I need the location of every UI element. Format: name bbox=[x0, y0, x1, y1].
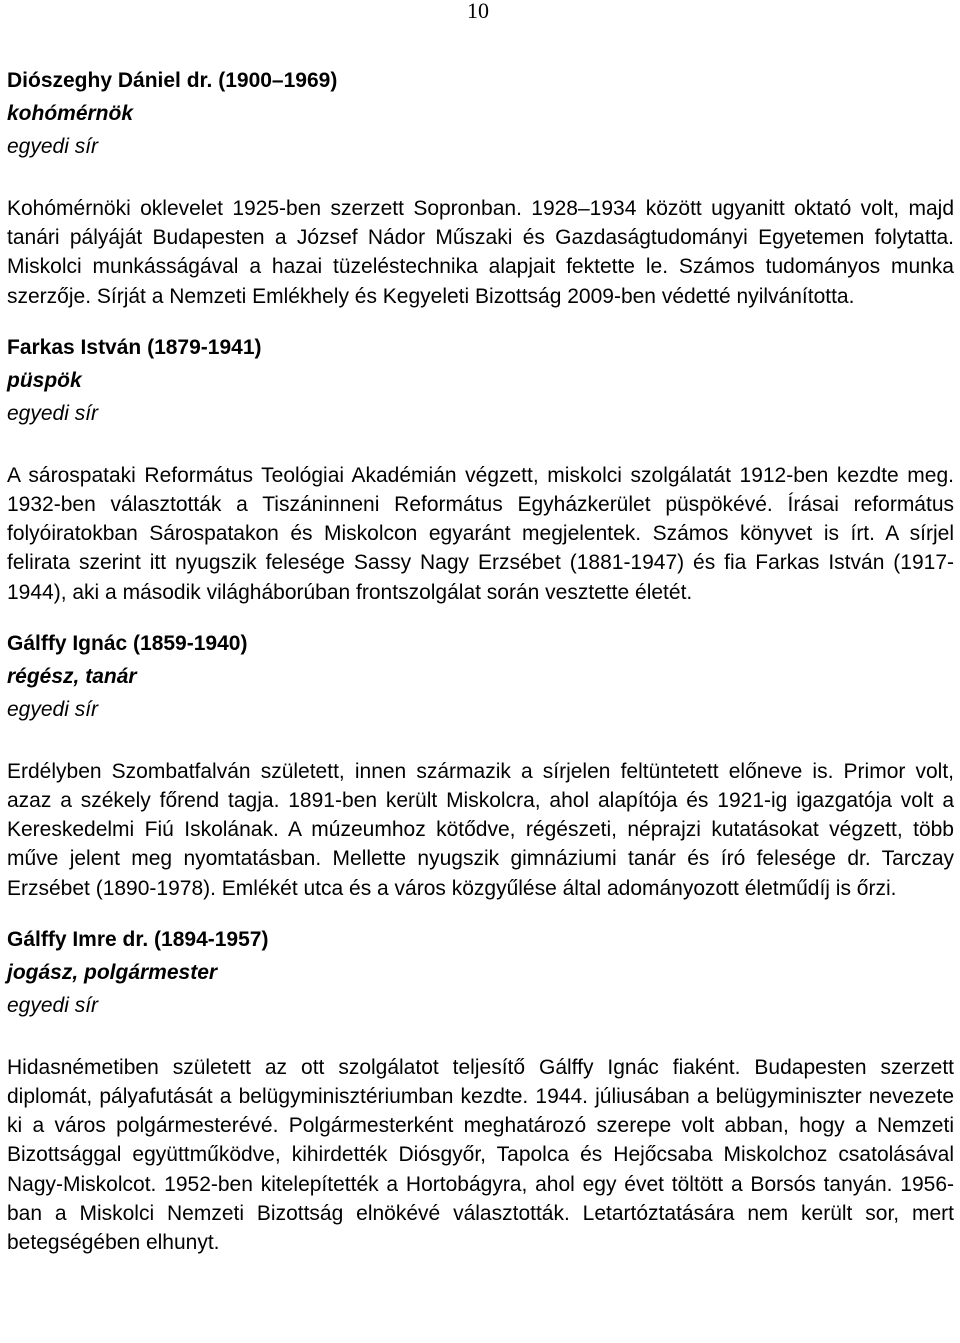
person-biography: Hidasnémetiben született az ott szolgálatot teljesítő Gálffy Ignác fiaként. Budapesten szerzett diplomát, pályafutását a belügyminisztériumban kezdte. 1944. júliusában a belügyminiszter nevezete ki a város polgármesterévé. Polgármesterként meghatározó szerepe volt abban, hogy a Nemzeti Bizottsággal együttműködve, kihirdették Diósgyőr, Tapolca és Hejőcsaba Miskolchoz csatolásával Nagy-Miskolcot. 1952-ben kitelepítették a Hortobágyra, ahol egy évet töltött a Borsós tanyán. 1956-ban a Miskolci Nemzeti Bizottság elnökévé választották. Letartóztatására nem került sor, mert betegségében elhunyt. bbox=[7, 1055, 954, 1255]
grave-type: egyedi sír bbox=[7, 401, 99, 425]
person-profession: jogász, polgármester bbox=[7, 960, 218, 984]
entry-dioszeghy bbox=[7, 64, 954, 311]
entry-galffy-ignac bbox=[7, 627, 954, 903]
entry-farkas bbox=[7, 331, 954, 607]
person-biography: A sárospataki Református Teológiai Akadémián végzett, miskolci szolgálatát 1912-ben kezdte meg. 1932-ben választották a Tiszáninneni Református Egyházkerület püspökévé. Írásai református folyóiratokban Sárospatakon és Miskolcon egyaránt megjelentek. Számos könyvet is írt. A sírjel felirata szerint itt nyugszik felesége Sassy Nagy Erzsébet (1881-1947) és fia Farkas István (1917-1944), aki a második világháborúban frontszolgálat során vesztette életét. bbox=[7, 463, 954, 604]
grave-type: egyedi sír bbox=[7, 697, 99, 721]
person-name: Farkas István (1879-1941) bbox=[7, 335, 262, 359]
entry-header bbox=[7, 923, 954, 1022]
person-biography: Erdélyben Szombatfalván született, innen származik a sírjelen feltüntetett előneve is. Primor volt, azaz a székely főrend tagja. 1891-ben került Miskolcra, ahol alapítója és 1921-ig igazgatója volt a Kereskedelmi Fiú Iskolának. A múzeumhoz kötődve, régészeti, néprajzi kutatásokat végzett, több műve jelent meg nyomtatásban. Mellette nyugszik gimnáziumi tanár és író felesége dr. Tarczay Erzsébet (1890-1978). Emlékét utca és a város közgyűlése által adományozott életműdíj is őrzi. bbox=[7, 759, 954, 900]
page-number: 10 bbox=[467, 0, 489, 23]
grave-type: egyedi sír bbox=[7, 993, 99, 1017]
entry-galffy-imre bbox=[7, 923, 954, 1257]
grave-type: egyedi sír bbox=[7, 135, 99, 158]
person-name: Diószeghy Dániel dr. (1900–1969) bbox=[7, 69, 338, 92]
entry-header bbox=[7, 627, 954, 726]
person-profession: püspök bbox=[7, 368, 82, 392]
person-profession: régész, tanár bbox=[7, 664, 137, 688]
person-profession: kohómérnök bbox=[7, 102, 134, 125]
entry-header bbox=[7, 64, 954, 163]
person-name: Gálffy Ignác (1859-1940) bbox=[7, 631, 248, 655]
document-body bbox=[7, 64, 954, 1257]
person-name: Gálffy Imre dr. (1894-1957) bbox=[7, 927, 269, 951]
person-biography: Kohómérnöki oklevelet 1925-ben szerzett Sopronban. 1928–1934 között ugyanitt oktató volt, majd tanári pályáját Budapesten a József Nádor Műszaki és Gazdaságtudományi Egyetemen folytatta. Miskolci munkásságával a hazai tüzeléstechnika alapjait fektette le. Számos tudományos munka szerzője. Sírját a Nemzeti Emlékhely és Kegyeleti Bizottság 2009-ben védetté nyilvánította. bbox=[7, 197, 954, 308]
entry-header bbox=[7, 331, 954, 430]
